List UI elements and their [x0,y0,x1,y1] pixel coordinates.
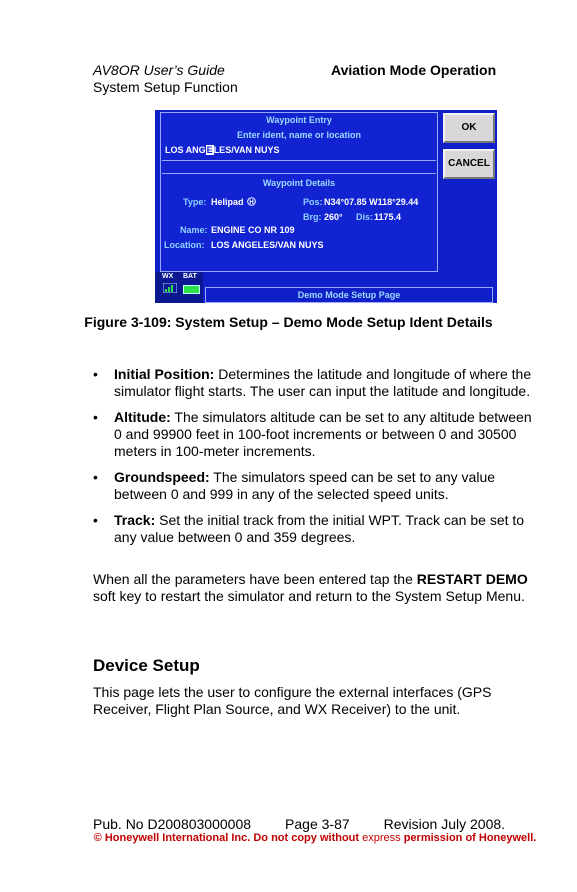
battery-icon [183,285,200,294]
copyright-notice [80,832,550,845]
entry-text-before: LOS ANG [165,145,206,155]
restart-text-before: When all the parameters have been entered tap the [93,571,417,587]
copyright-part-b: express [362,832,401,844]
device-setup-heading: Device Setup [93,656,200,675]
restart-text-after: soft key to restart the simulator and return to the System Setup Menu. [93,588,525,604]
section-title: System Setup Function [93,79,238,95]
pos-label: Pos: [303,197,323,207]
list-item [93,512,533,546]
waypoint-details-title: Waypoint Details [262,178,336,188]
name-value: ENGINE CO NR 109 [211,225,295,235]
list-item-term: Track: [114,512,156,528]
list-item-term: Groundspeed: [114,469,210,485]
wx-label: WX [162,273,174,280]
page-name-bar: Demo Mode Setup Page [205,287,493,303]
pub-number: Pub. No D200803000008 [93,816,252,832]
copyright-part-c: permission of Honeywell. [400,832,537,844]
list-item-text: The simulators altitude can be set to any altitude between 0 and 99900 feet in 100-foot increments or between 0 and 30500 meters in 100-meter increments. [114,409,532,459]
location-value: LOS ANGELES/VAN NUYS [211,240,324,250]
device-setup-text: This page lets the user to configure the external interfaces (GPS Receiver, Flight Plan Source, and WX Receiver) to the unit. [93,684,492,717]
dis-value: 1175.4 [374,212,402,222]
restart-demo-term: RESTART DEMO [416,571,528,587]
page-header-left [93,62,238,96]
type-value: Helipad [211,197,244,207]
list-item [93,409,533,460]
list-item [93,366,533,400]
revision: Revision July 2008. [383,816,506,832]
pos-value: N34°07.85 W118°29.44 [324,197,419,207]
guide-title: AV8OR User’s Guide [93,62,225,78]
parameter-list [93,366,533,555]
bat-label: BAT [183,273,197,280]
name-label: Name: [180,225,208,235]
type-label: Type: [183,197,207,207]
list-item [93,469,533,503]
brg-label: Brg: [303,212,322,222]
waypoint-entry-field[interactable] [165,145,431,159]
bullet-icon: • [93,366,98,382]
wx-signal-icon [163,283,177,293]
page-number: Page 3-87 [285,816,350,832]
list-item-term: Initial Position: [114,366,215,382]
copyright-part-a: © Honeywell International Inc. Do not copy without [93,832,363,844]
helipad-icon [247,197,256,206]
entry-text-after: LES/VAN NUYS [213,145,280,155]
list-item-text: The simulators speed can be set to any value between 0 and 999 in any of the selected speed units. [114,469,496,502]
device-screenshot [155,110,497,303]
svg-text:H: H [249,200,254,206]
waypoint-entry-prompt: Enter ident, name or location [236,130,362,140]
brg-value: 260° [324,212,343,222]
ok-button[interactable]: OK [443,113,495,143]
list-item-text: Set the initial track from the initial WPT. Track can be set to any value between 0 and 359 degrees. [114,512,525,545]
chapter-title: Aviation Mode Operation [331,62,497,78]
cancel-button[interactable]: CANCEL [443,149,495,179]
bullet-icon: • [93,512,98,528]
location-label: Location: [164,240,205,250]
section-divider [162,173,436,174]
figure-caption: Figure 3-109: System Setup – Demo Mode Setup Ident Details [84,314,493,330]
bullet-icon: • [93,409,98,425]
entry-underline [162,160,436,161]
dis-label: Dis: [356,212,374,222]
page-footer [93,816,505,832]
restart-paragraph [93,571,533,605]
waypoint-entry-title: Waypoint Entry [266,115,332,125]
bullet-icon: • [93,469,98,485]
waypoint-panel [160,112,438,272]
list-item-text: Determines the latitude and longitude of where the simulator flight starts. The user can input the latitude and longitude. [114,366,532,399]
text-cursor: E [206,145,213,155]
list-item-term: Altitude: [114,409,171,425]
